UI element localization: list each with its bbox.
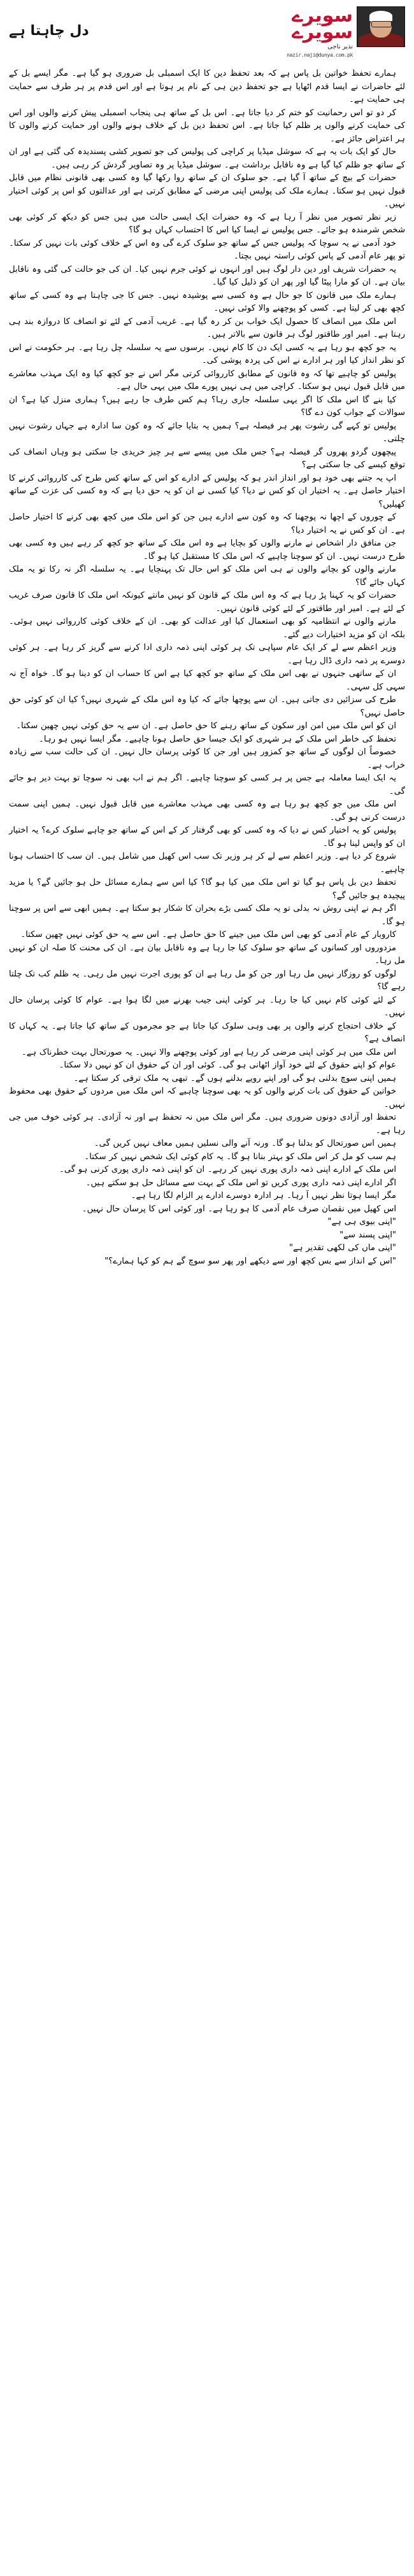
- article-paragraph: ان کے ساتھی جنہوں نے بھی اس ملک کے ساتھ جو کچھ کیا ہے اس کا حساب ان کو دینا ہو گا۔ خواہ آج نہ سہی کل سہی۔: [9, 669, 405, 692]
- article-paragraph: وزیر اعظم سے لے کر ایک عام سپاہی تک ہر کوئی اپنی ذمہ داری ادا کرنے سے گریز کر رہا ہے۔ ہر کوئی دوسرے پر ذمہ داری ڈال رہا ہے۔: [9, 643, 405, 666]
- article-paragraph: لوگوں کو روزگار نہیں مل رہا اور جن کو مل رہا ہے ان کو پوری اجرت نہیں مل رہی۔ یہ ظلم کب تک چلتا رہے گا؟: [9, 969, 405, 992]
- article-paragraph: اس ملک میں ہر کوئی اپنی مرضی کر رہا ہے اور کوئی پوچھنے والا نہیں۔ یہ صورتحال بہت خطرناک ہے۔: [21, 1047, 396, 1057]
- article-paragraph: اس ملک کے ادارے اپنی ذمہ داری پوری نہیں کر رہے۔ ان کو اپنی ذمہ داری پوری کرنی ہو گی۔: [59, 1165, 396, 1174]
- article-paragraph: شروع کر دیا ہے۔ وزیر اعظم سے لے کر ہر وزیر تک سب اس کھیل میں شامل ہیں۔ ان سب کا احتساب ہونا چاہیے۔: [9, 852, 405, 875]
- article-paragraph: تحفظ دین بل پاس ہو گیا تو اس ملک میں کیا ہو گا؟ کیا اس سے ہمارے مسائل حل ہو جائیں گے؟ یا مزید پیچیدہ ہو جائیں گے؟: [9, 878, 405, 901]
- article-paragraph: اس کھیل میں نقصان صرف عام آدمی کا ہو رہا ہے۔ اور کوئی اس کا پرسان حال نہیں۔: [82, 1204, 396, 1214]
- article-closing-line: "اپنی ماں کی لکھی تقدیر ہے": [289, 1243, 396, 1253]
- article-paragraph: ہمیں اس صورتحال کو بدلنا ہو گا۔ ورنہ آنے والی نسلیں ہمیں معاف نہیں کریں گی۔: [94, 1139, 396, 1148]
- article-paragraph: ہم سب کو مل کر اس ملک کو بہتر بنانا ہو گا۔ یہ کام کوئی ایک شخص نہیں کر سکتا۔: [84, 1151, 396, 1162]
- article-paragraph: خود آدمی نے یہ سوچا کہ پولیس جس کے ساتھ جو سلوک کرے گی وہ اس کے خلاف کوئی بات نہیں کر سکتا۔ تو پھر عام آدمی کے پاس کوئی راستہ نہیں بچتا۔: [9, 238, 405, 261]
- article-paragraph: حضرات کو یہ کہنا پڑ رہا ہے کہ وہ اس ملک کے قانون کو نہیں مانتے کیونکہ اس ملک کا قانون صرف غریب کے لئے ہے۔ امیر اور طاقتور کے لئے کوئی قانون نہیں۔: [9, 591, 405, 614]
- article-body: [9, 67, 405, 1268]
- article-paragraph: طرح کی سزائیں دی جاتی ہیں۔ ان سے پوچھا جائے کہ کیا وہ اس ملک کے شہری نہیں؟ کیا ان کو کوئی حق حاصل نہیں؟: [9, 695, 405, 718]
- portrait-hair: [369, 11, 392, 21]
- article-paragraph: ہمیں اپنی سوچ بدلنی ہو گی اور اپنے رویے بدلنے ہوں گے۔ تبھی یہ ملک ترقی کر سکتا ہے۔: [73, 1073, 396, 1083]
- article-paragraph: اپ یہ جتنے بھی خود ہو اور انداز اندر ہو کہ پولیس کے ادارے کو اس کے ساتھ کس طرح کی کارروائی کرنے کا اختیار حاصل ہے۔ یہ اختیار ان کو کس نے دیا؟ کیا کسی نے ان کو یہ حق دیا ہے کہ وہ کسی کی عزت کے ساتھ کھیلیں؟: [9, 473, 405, 509]
- author-email: nazir.naji@dunya.com.pk: [287, 52, 353, 58]
- article-paragraph: کے لئے کوئی کام نہیں کیا جا رہا۔ ہر کوئی اپنی جیب بھرنے میں لگا ہوا ہے۔ عوام کا کوئی پرسان حال نہیں۔: [9, 995, 405, 1018]
- article-paragraph: جن منافق دار اشخاص نے مارنے والوں کو بچایا ہے وہ اس ملک کے ساتھ جو کچھ کر رہے ہیں وہ کسی بھی طرح درست نہیں۔ ان کو سوچنا چاہیے کہ اس ملک کا مستقبل کیا ہو گا۔: [9, 538, 405, 561]
- article-paragraph: خواتین کے حقوق کی بات کرنے والوں کو یہ بھی سوچنا چاہیے کہ اس ملک میں مردوں کے حقوق بھی محفوظ نہیں۔: [9, 1087, 405, 1109]
- article-paragraph: مارنے والوں کو بچانے والوں نے ہی اس ملک کو اس حال تک پہنچایا ہے۔ یہ سلسلہ اگر نہ رکا تو یہ ملک کہاں جائے گا؟: [9, 565, 405, 588]
- article-paragraph: حضرات کے بیچ کے ساتھ آ گیا ہے۔ جو سلوک ان کے ساتھ روا رکھا گیا وہ کسی بھی قانونی نظام میں قابل قبول نہیں ہو سکتا۔ ہمارے ملک کی پولیس اپنی مرضی کے مطابق کرتی ہے اور عدالتوں کو اس پر کوئی اختیار نہیں۔: [9, 173, 405, 209]
- article-paragraph: کے خلاف احتجاج کرنے والوں پر بھی وہی سلوک کیا جاتا ہے جو مجرموں کے ساتھ کیا جاتا ہے۔ یہ کہاں کا انصاف ہے؟: [9, 1021, 405, 1044]
- article-paragraph: ان کو اس ملک میں امن اور سکون کے ساتھ رہنے کا حق حاصل ہے۔ ان سے یہ حق کوئی نہیں چھین سکتا۔: [16, 721, 396, 731]
- article-paragraph: اگر ادارے اپنی ذمہ داری پوری کریں تو اس ملک کے بہت سے مسائل حل ہو سکتے ہیں۔: [85, 1178, 396, 1188]
- article-paragraph: تحفظ کی خاطر اس ملک کے ہر شہری کو ایک جیسا حق حاصل ہونا چاہیے۔ مگر ایسا نہیں ہو رہا۔: [39, 734, 396, 744]
- article-paragraph: زیر نظر تصویر میں نظر آ رہا ہے کہ وہ حضرات ایک ایسی حالت میں ہیں جس کو دیکھ کر کوئی بھی شخص شرمندہ ہو جائے۔ جس پولیس نے ایسا کیا اس کا احتساب کہاں ہو گا؟: [9, 212, 405, 235]
- article-closing-line: "اپنی پسند سے": [339, 1230, 396, 1240]
- article-paragraph: خصوصاً ان لوگوں کے ساتھ جو کمزور ہیں اور جن کا کوئی پرسان حال نہیں۔ ان کی حالت سب سے زیادہ خراب ہے۔: [9, 747, 405, 770]
- article-paragraph: پولیس کو یہ اختیار کس نے دیا کہ وہ کسی کو بھی گرفتار کر کے اس کے ساتھ جو چاہے سلوک کرے؟ یہ اختیار ان کو واپس لینا ہو گا۔: [9, 826, 405, 848]
- article-paragraph: اس ملک میں جو کچھ ہو رہا ہے وہ کسی بھی مہذب معاشرے میں قابل قبول نہیں۔ ہمیں اپنی سمت درست کرنی ہو گی۔: [9, 799, 405, 822]
- article-paragraph: ہمارے ملک میں قانون کا جو حال ہے وہ کسی سے پوشیدہ نہیں۔ جس کا جی چاہتا ہے وہ کسی کے ساتھ کچھ بھی کر لیتا ہے۔ کسی کو پوچھنے والا کوئی نہیں۔: [9, 290, 405, 313]
- article-paragraph: پیچھوں گردو پھروں گر فیصلہ ہے؟ جس ملک میں پیسے سے ہر چیز خریدی جا سکتی ہو وہاں انصاف کی توقع کیسے کی جا سکتی ہے؟: [9, 447, 405, 470]
- article-paragraph: مارنے والوں نے انتظامیہ کو بھی استعمال کیا اور عدالت کو بھی۔ ان کے خلاف کوئی کارروائی نہیں ہوئی۔ بلکہ ان کو مزید اختیارات دیے گئے۔: [9, 617, 405, 640]
- article-paragraph: یہ جو کچھ ہو رہا ہے یہ کسی ایک دن کا کام نہیں۔ برسوں سے یہ سلسلہ چل رہا ہے۔ ہر حکومت نے اس کو نظر انداز کیا اور ہر ادارے نے اس کی پردہ پوشی کی۔: [9, 342, 405, 365]
- article-closing-line: "اس کے انداز سے بس کچھ اور سے دیکھے اور پھر سو سوچ گے ہم کو کہا ہمارے؟": [104, 1256, 396, 1266]
- article-paragraph: یہ حضرات شریف اور دین دار لوگ ہیں اور انہوں نے کوئی جرم نہیں کیا۔ ان کی جو حالت کی گئی وہ ناقابل بیان ہے۔ ان کو مارا پیٹا گیا اور پھر ان کو ذلیل کیا گیا۔: [9, 264, 405, 287]
- masthead: [9, 6, 405, 65]
- article-paragraph: ہمارے تحفظ خواتین بل پاس ہے کہ بعد تحفظ دین کا ایک اسمبلی بل ضروری ہو گیا ہے۔ مگر ایسے بل کے لئے حاضرات نے ایسا قدم اٹھایا ہے جو تحفظ دین ہی کے نام پر ہوتا ہے اور اس قدم پر ہر طرف سے حمایت ہی حمایت ہے۔: [9, 69, 405, 104]
- column-author: نذیر ناجی: [327, 43, 353, 50]
- article-paragraph: حال کو ایک بات یہ ہے کہ سوشل میڈیا پر کراچی کی پولیس کی جو تصویر کشی پسندیدہ کی گئی ہے اور ان کے ساتھ جو ظلم کیا گیا ہے وہ ناقابل برداشت ہے۔ سوشل میڈیا پر وہ تصاویر گردش کر رہی ہیں۔: [9, 147, 405, 170]
- article-paragraph: مزدوروں اور کسانوں کے ساتھ جو سلوک کیا جا رہا ہے وہ ناقابل بیان ہے۔ ان کی محنت کا صلہ ان کو نہیں مل رہا۔: [9, 943, 405, 966]
- article-paragraph: اس ملک میں انصاف کا حصول ایک خواب بن کر رہ گیا ہے۔ غریب آدمی کے لئے تو انصاف کا دروازہ بند ہی رہتا ہے۔ امیر اور طاقتور لوگ ہر قانون سے بالاتر ہیں۔: [9, 316, 405, 339]
- brand-block: [287, 6, 405, 58]
- article-paragraph: یہ ایک ایسا معاملہ ہے جس پر ہر کسی کو سوچنا چاہیے۔ اگر ہم نے اب بھی نہ سوچا تو بہت دیر ہو جائے گی۔: [9, 773, 405, 796]
- article-closing-line: "اپنی بیوی ہی ہے": [327, 1217, 396, 1227]
- page-title: دل چاہتا ہے: [9, 23, 89, 39]
- article-paragraph: عوام کو اپنے حقوق کے لئے خود آواز اٹھانی ہو گی۔ کوئی اور ان کے حقوق ان کو نہیں دلا سکتا۔: [59, 1060, 396, 1070]
- article-paragraph: کر دو تو اس رحمانیت کو ختم کر دیا جاتا ہے۔ اس بل کے ساتھ ہی پنجاب اسمبلی پیش کرنے والوں اور اس کی حمایت کرنے والوں پر ظلم کیا جاتا ہے۔ اس تحفظ دین بل کے خلاف ہونے والوں اور حمایت کرنے والوں کا ہر اعتراض جائز ہے۔: [9, 108, 405, 144]
- article-paragraph: کیا بنے گا اس ملک کا اگر یہی سلسلہ جاری رہا؟ ہم کس طرف جا رہے ہیں؟ ہماری منزل کیا ہے؟ ان سوالات کے جواب کون دے گا؟: [9, 395, 405, 418]
- article-paragraph: کاروبار کے عام آدمی کو بھی اس ملک میں جینے کا حق حاصل ہے۔ اس سے یہ حق کوئی نہیں چھین سکتا۔: [20, 930, 396, 940]
- article-paragraph: اگر ہم نے اپنی روش نہ بدلی تو یہ ملک کسی بڑے بحران کا شکار ہو سکتا ہے۔ ہمیں ابھی سے اس پر سوچنا ہو گا۔: [9, 904, 405, 927]
- author-portrait-icon: [357, 6, 405, 47]
- brand-word-line1: سویرے: [292, 4, 353, 27]
- article-paragraph: پولیس تو کہے گی رشوت پھر ہر فیصلہ ہے؟ ہمیں یہ بتایا جائے کہ وہ کون سا ادارہ ہے جہاں رشوت نہیں چلتی۔: [9, 421, 405, 444]
- article-paragraph: تحفظ اور آزادی دونوں ضروری ہیں۔ مگر اس ملک میں نہ تحفظ ہے اور نہ آزادی۔ ہر کوئی خوف میں جی رہا ہے۔: [9, 1113, 405, 1136]
- brand-logo: [287, 6, 353, 58]
- article-paragraph: پولیس کو چاہیے تھا کہ وہ قانون کے مطابق کارروائی کرتی مگر اس نے جو کچھ کیا وہ ایک مہذب معاشرے میں قابل قبول نہیں ہو سکتا۔ کراچی میں ہی نہیں پورے ملک میں یہی حال ہے۔: [9, 369, 405, 391]
- article-paragraph: کے چوروں کے اچھا نہ پوچھنا کہ وہ کون سے ادارے ہیں جن کو اس ملک میں کچھ بھی کرنے کا اختیار حاصل ہے۔ ان کو کس نے یہ اختیار دیا؟: [9, 512, 405, 535]
- article-paragraph: مگر ایسا ہوتا نظر نہیں آ رہا۔ ہر ادارہ دوسرے ادارے پر الزام لگا رہا ہے۔: [131, 1191, 396, 1200]
- brand-word-line2: سویرے: [292, 21, 353, 43]
- portrait-glasses: [371, 21, 392, 27]
